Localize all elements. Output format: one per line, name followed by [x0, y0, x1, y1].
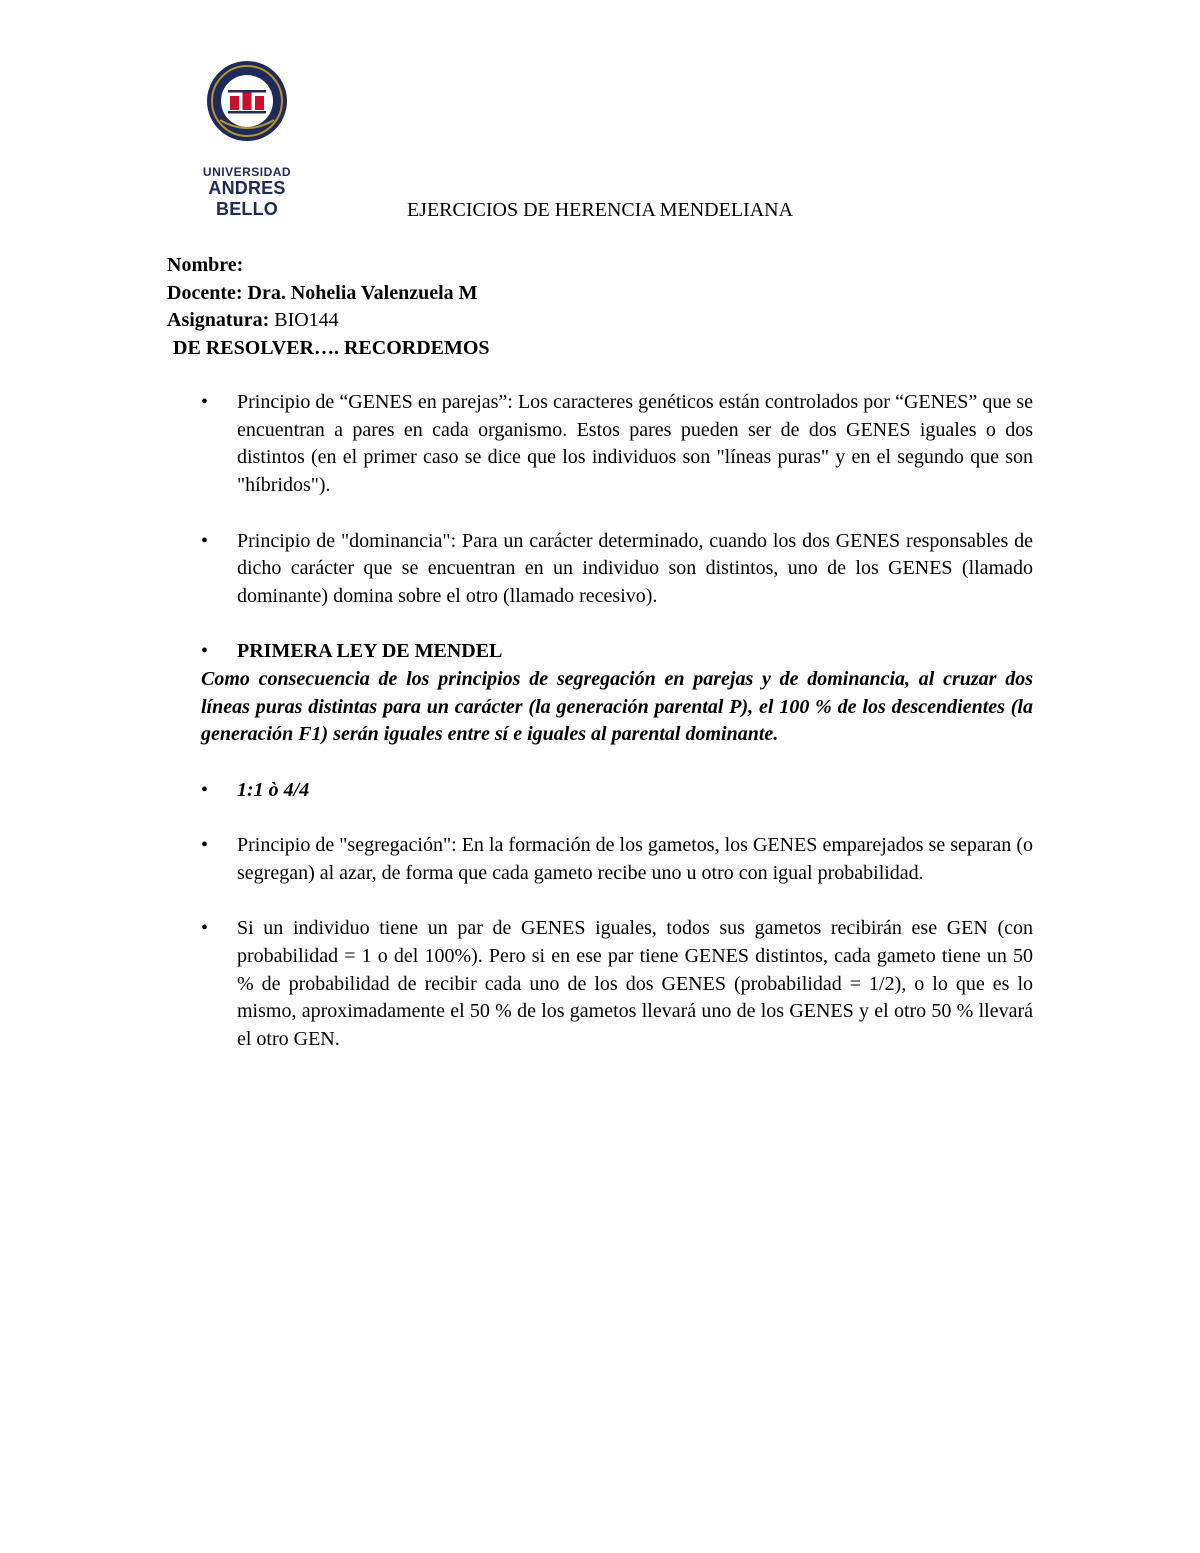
bullet-icon: •	[201, 391, 209, 413]
list-item-text: Principio de “GENES en parejas”: Los caracteres genéticos están controlados por “GENES” que se encuentran a pares en cada organismo. Estos pares pueden ser de dos GENES iguales o dos distintos (en el primer caso se dice que los individuos son "líneas puras" y en el segundo que son "híbridos").	[237, 391, 1033, 497]
docente-label: Docente:	[167, 281, 243, 304]
primera-ley-title: PRIMERA LEY DE MENDEL	[237, 640, 503, 663]
asignatura-value: BIO144	[274, 309, 339, 331]
bullet-icon: •	[201, 640, 209, 663]
nombre-label: Nombre:	[167, 254, 244, 276]
bullet-icon: •	[201, 778, 209, 801]
nombre-field	[167, 252, 1047, 280]
list-item-text: Principio de "segregación": En la formación de los gametos, los GENES emparejados se separan (o segregan) al azar, de forma que cada gameto recibe uno u otro con igual probabilidad.	[237, 834, 1033, 884]
header-fields	[167, 252, 1047, 362]
list-item-segregacion	[167, 832, 1033, 887]
list-item-genes-parejas	[167, 389, 1033, 500]
bullet-icon: •	[201, 917, 209, 940]
list-item-primera-ley	[167, 638, 1033, 666]
asignatura-label: Asignatura:	[167, 309, 270, 331]
list-item-text: Principio de "dominancia": Para un carácter determinado, cuando los dos GENES responsables de dicho carácter que se encuentran en un individuo son distintos, uno de los GENES (llamado dominante) domina sobre el otro (llamado recesivo).	[237, 529, 1033, 607]
primera-ley-text: Como consecuencia de los principios de segregación en parejas y de dominancia, al cruzar dos líneas puras distintas para un carácter (la generación parental P), el 100 % de los descendientes (la generación F1) serán iguales entre sí e iguales al parental dominante.	[201, 668, 1033, 746]
bullet-icon: •	[201, 529, 209, 552]
list-item-text: Si un individuo tiene un par de GENES iguales, todos sus gametos recibirán ese GEN (con probabilidad = 1 o del 100%). Pero si en ese par tiene GENES distintos, cada gameto tiene un 50 % de probabilidad de recibir cada uno de los dos GENES (probabilidad = 1/2), o lo que es lo mismo, aproximadamente el 50 % de los gametos llevará uno de los GENES y el otro 50 % llevará el otro GEN.	[237, 917, 1033, 1051]
document-title: EJERCICIOS DE HERENCIA MENDELIANA	[406, 199, 794, 221]
bullet-icon: •	[201, 834, 209, 857]
asignatura-field	[167, 307, 1047, 335]
list-item-ratio	[167, 777, 1033, 805]
list-item-par-genes	[167, 915, 1033, 1054]
university-seal-icon	[206, 60, 288, 142]
university-logo	[176, 60, 318, 219]
logo-line-2: ANDRES BELLO	[208, 178, 286, 219]
resolver-heading: DE RESOLVER…. RECORDEMOS	[173, 336, 490, 359]
principles-list	[167, 389, 1033, 1081]
list-item-dominancia	[167, 528, 1033, 611]
docente-value: Dra. Nohelia Valenzuela M	[247, 281, 478, 304]
ratio-text: 1:1 ò 4/4	[237, 778, 310, 801]
docente-field	[167, 280, 1047, 308]
logo-line-1: UNIVERSIDAD	[202, 165, 292, 179]
